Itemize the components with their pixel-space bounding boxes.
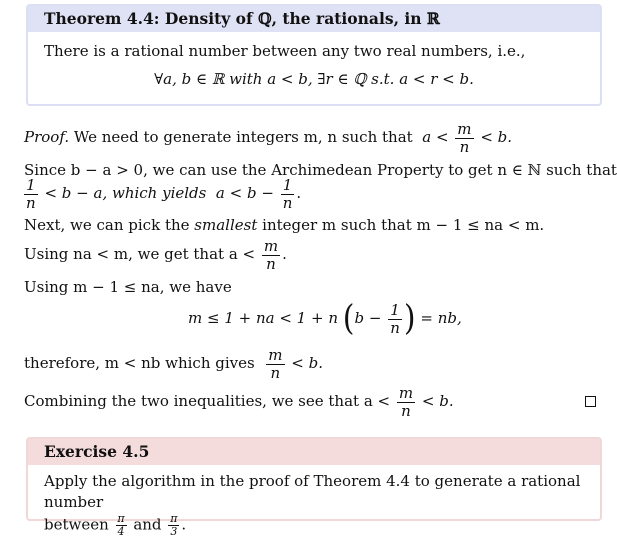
theorem-title: Theorem 4.4: Density of ℚ, the rationals, in ℝ xyxy=(28,6,600,32)
proof-label: Proof. xyxy=(24,128,70,146)
exercise-box xyxy=(26,437,602,538)
proof-line-5: Using m − 1 ≤ na, we have xyxy=(24,278,232,296)
fraction-m-over-n-2: $\frac{m}{n}$ xyxy=(263,237,279,273)
exercise-title: Exercise 4.5 xyxy=(28,439,600,465)
fraction-m-over-n-4: $\frac{m}{n}$ xyxy=(398,384,414,420)
display-equation: m ≤ 1 + na < 1 + n (b − $\frac{1}{n}$ ) = nb, xyxy=(188,298,462,339)
fraction-1-over-n-3: $\frac{1}{n}$ xyxy=(390,301,400,337)
emphasis-smallest: smallest xyxy=(194,216,258,234)
qed-square-icon xyxy=(585,396,596,407)
fraction-pi-over-4: $\frac{\pi}{4}$ xyxy=(117,512,125,538)
proof-line-2b: $\frac{1}{n}$ < b − a, which yields a < b − $\frac{1}{n}$ . xyxy=(26,176,302,212)
proof-line-3: Next, we can pick the smallest integer m such that m − 1 ≤ na < m. xyxy=(24,216,545,234)
theorem-box xyxy=(26,4,602,106)
fraction-m-over-n: $\frac{m}{n}$ xyxy=(457,120,472,156)
proof-line-1: Proof. We need to generate integers m, n such that a < $\frac{m}{n}$ < b. xyxy=(24,120,513,156)
fraction-1-over-n-2: $\frac{1}{n}$ xyxy=(282,176,293,212)
fraction-m-over-n-3: $\frac{m}{n}$ xyxy=(268,346,283,382)
proof-line-2a: Since b − a > 0, we can use the Archimedean Property to get n ∈ ℕ such that xyxy=(24,161,617,179)
fraction-1-over-n: $\frac{1}{n}$ xyxy=(26,176,36,212)
theorem-formula: ∀a, b ∈ ℝ with a < b, ∃r ∈ ℚ s.t. a < r < b. xyxy=(154,70,474,88)
proof-line-4: Using na < m, we get that a < $\frac{m}{n}$ . xyxy=(24,237,287,273)
proof-line-6: therefore, m < nb which gives $\frac{m}{n}$ < b. xyxy=(24,346,323,382)
proof-line-7: Combining the two inequalities, we see that a < $\frac{m}{n}$ < b. xyxy=(24,384,454,420)
theorem-statement: There is a rational number between any two real numbers, i.e., xyxy=(44,42,526,60)
fraction-pi-over-3: $\frac{\pi}{3}$ xyxy=(170,512,178,538)
exercise-text: Apply the algorithm in the proof of Theorem 4.4 to generate a rational number between $\frac{\pi}{4}$ and $\frac{\pi}{3}$ . xyxy=(44,472,581,538)
